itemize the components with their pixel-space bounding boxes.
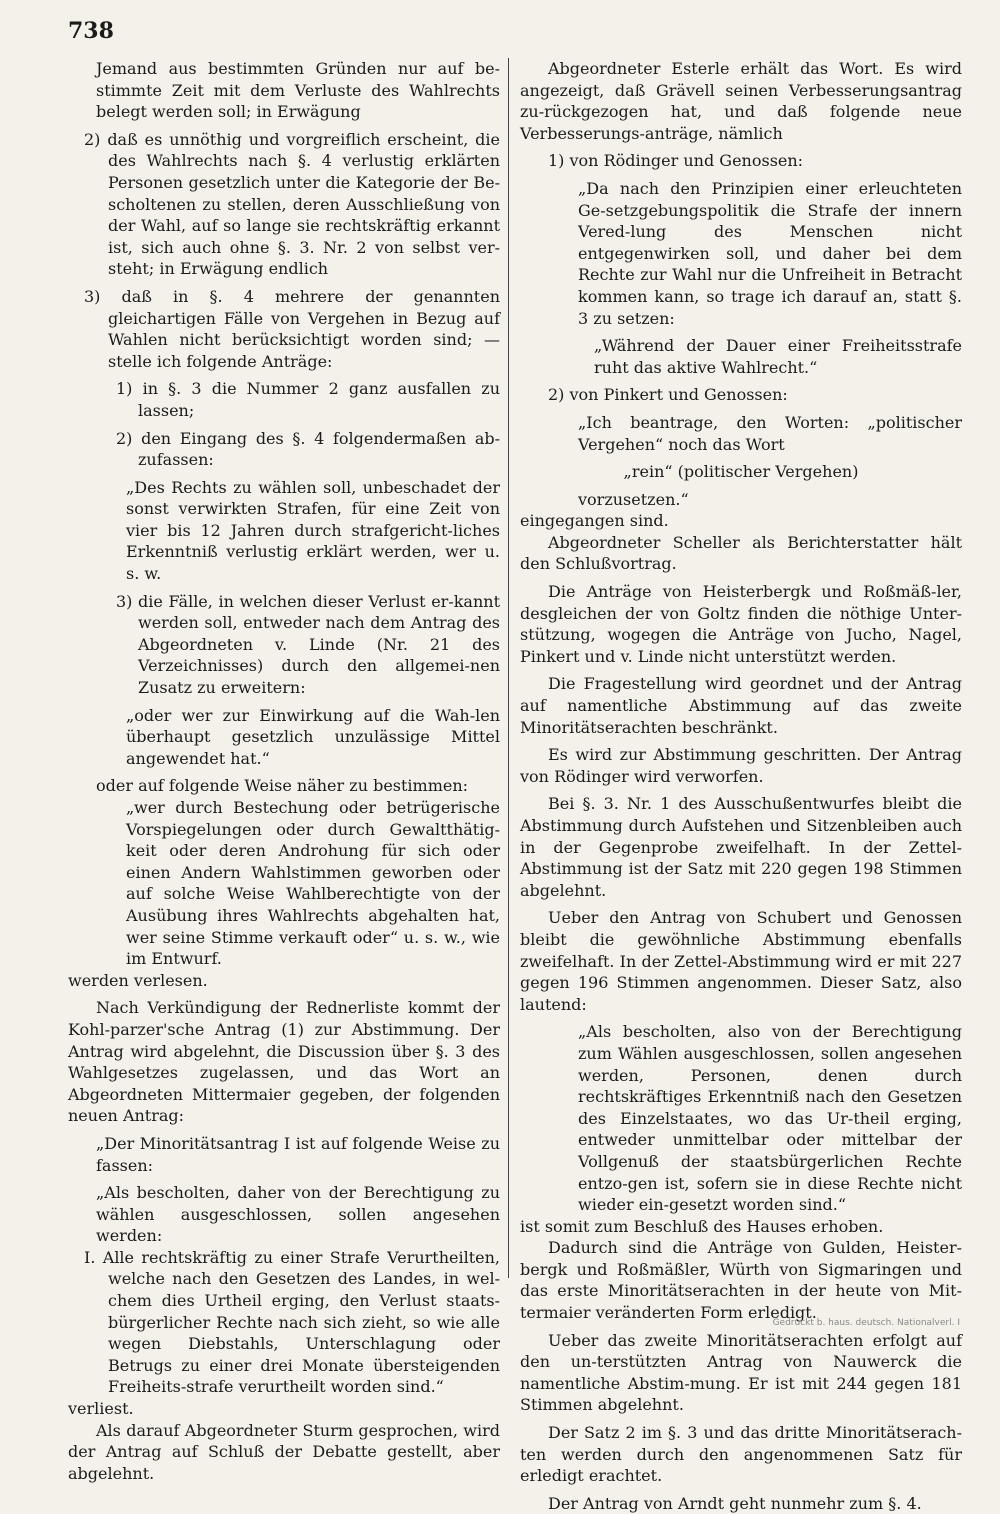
right-paragraph: „rein“ (politischer Vergehen)	[623, 462, 859, 482]
left-paragraph: 3) daß in §. 4 mehrere der genannten gleichartigen Fälle von Vergehen in Bezug auf Wahlen nicht berücksichtigt worden sind; — stelle ich folgende Anträge:	[84, 286, 500, 371]
right-paragraph: ist somit zum Beschluß des Hauses erhoben.	[520, 1216, 884, 1236]
right-paragraph: eingegangen sind.	[520, 511, 669, 531]
right-paragraph: vorzusetzen.“	[578, 489, 689, 509]
right-paragraph: Abgeordneter Scheller als Berichterstatter hält den Schlußvortrag.	[520, 532, 962, 574]
right-paragraph: Die Anträge von Heisterbergk und Roßmäß-ler, desgleichen der von Goltz finden die nöthige Unter-stützung, wogegen die Anträge von Jucho, Nagel, Pinkert und v. Linde nicht unterstützt werden.	[520, 582, 962, 666]
left-paragraph: verliest.	[68, 1399, 134, 1419]
left-paragraph: werden verlesen.	[68, 970, 208, 990]
left-paragraph: „Der Minoritätsantrag I ist auf folgende Weise zu fassen:	[96, 1133, 500, 1175]
right-paragraph: „Als bescholten, also von der Berechtigung zum Wählen ausgeschlossen, sollen angesehen werden, Personen, denen durch rechtskräftiges Erkenntniß nach den Gesetzen des Einzelstaates, wo das Ur-theil erging, entweder unmittelbar oder mittelbar der Vollgenuß der staatsbürgerlichen Rechte entzo-gen ist, sofern sie in diese Rechte nicht wieder ein-gesetzt worden sind.“	[578, 1022, 962, 1215]
right-paragraph: Dadurch sind die Anträge von Gulden, Heister-bergk und Roßmäßler, Würth von Sigmaringen und das erste Minoritätserachten in der heute von Mit-termaier veränderten Form erledigt.	[520, 1238, 962, 1323]
left-paragraph: 2) den Eingang des §. 4 folgendermaßen ab-zufassen:	[116, 428, 500, 470]
right-paragraph: Bei §. 3. Nr. 1 des Ausschußentwurfes bleibt die Abstimmung durch Aufstehen und Sitzenbleiben auch in der Gegenprobe zweifelhaft. In der Zettel-Abstimmung ist der Satz mit 220 gegen 198 Stimmen abgelehnt.	[520, 794, 962, 900]
column-divider	[508, 58, 509, 1278]
left-paragraph: Als darauf Abgeordneter Sturm gesprochen, wird der Antrag auf Schluß der Debatte gestellt, aber abgelehnt.	[68, 1420, 500, 1483]
right-paragraph: Abgeordneter Esterle erhält das Wort. Es wird angezeigt, daß Grävell seinen Verbesserungsantrag zu-rückgezogen hat, und daß folgende neue Verbesserungs-anträge, nämlich	[520, 59, 962, 143]
right-column	[520, 58, 962, 1514]
left-paragraph: I. Alle rechtskräftig zu einer Strafe Verurtheilten, welche nach den Gesetzen des Landes, in wel-chem dies Urtheil erging, den Verlust staats-bürgerlicher Rechte nach sich zieht, so wie alle wegen Diebstahls, Unterschlagung oder Betrugs zu einer drei Monate übersteigenden Freiheits-strafe verurtheilt worden sind.“	[84, 1247, 500, 1397]
right-paragraph: Die Fragestellung wird geordnet und der Antrag auf namentliche Abstimmung auf das zweite Minoritätserachten beschränkt.	[520, 674, 962, 737]
left-paragraph: oder auf folgende Weise näher zu bestimmen:	[96, 776, 469, 796]
right-paragraph: 2) von Pinkert und Genossen:	[548, 385, 788, 405]
right-paragraph: Es wird zur Abstimmung geschritten. Der Antrag von Rödinger wird verworfen.	[520, 745, 962, 786]
left-paragraph: 2) daß es unnöthig und vorgreiflich erscheint, die des Wahlrechts nach §. 4 verlustig erklärten Personen gesetzlich unter die Kategorie der Be-scholtenen zu stellen, deren Ausschließung von der Wahl, auf so lange sie rechtskräftig erkannt ist, sich auch ohne §. 3. Nr. 2 von selbst ver-steht; in Erwägung endlich	[84, 129, 500, 279]
left-paragraph: „Als bescholten, daher von der Berechtigung zu wählen ausgeschlossen, sollen angesehen werden:	[96, 1183, 500, 1246]
left-paragraph: 3) die Fälle, in welchen dieser Verlust er-kannt werden soll, entweder nach dem Antrag des Abgeordneten v. Linde (Nr. 21 des Verzeichnisses) durch den allgemei-nen Zusatz zu erweitern:	[116, 591, 500, 698]
printer-imprint: Gedruckt b. haus. deutsch. Nationalverl. I	[772, 1318, 960, 1328]
left-column	[68, 58, 500, 1484]
left-paragraph: 1) in §. 3 die Nummer 2 ganz ausfallen zu lassen;	[116, 379, 500, 420]
left-paragraph: Nach Verkündigung der Rednerliste kommt der Kohl-parzer'sche Antrag (1) zur Abstimmung. Der Antrag wird abgelehnt, die Discussion über §. 3 des Wahlgesetzes zugelassen, und das Wort an Abgeordneten Mittermaier gegeben, der folgenden neuen Antrag:	[68, 998, 500, 1126]
right-paragraph: Der Antrag von Arndt geht nunmehr zum §. 4.	[548, 1493, 922, 1513]
right-paragraph: Ueber den Antrag von Schubert und Genossen bleibt die gewöhnliche Abstimmung ebenfalls zweifelhaft. In der Zettel-Abstimmung wird er mit 227 gegen 196 Stimmen angenommen. Dieser Satz, also lautend:	[520, 908, 962, 1014]
right-paragraph: Ueber das zweite Minoritätserachten erfolgt auf den un-terstützten Antrag von Nauwerck die namentliche Abstim-mung. Er ist mit 244 gegen 181 Stimmen abgelehnt.	[520, 1330, 962, 1415]
right-paragraph: 1) von Rödinger und Genossen:	[548, 151, 804, 171]
right-paragraph: „Ich beantrage, den Worten: „politischer Vergehen“ noch das Wort	[578, 412, 962, 454]
right-paragraph: „Da nach den Prinzipien einer erleuchteten Ge-setzgebungspolitik die Strafe der innern Vered-lung des Menschen nicht entgegenwirken soll, und daher bei dem Rechte zur Wahl nur die Unfreiheit in Betracht kommen kann, so trage ich darauf an, statt §. 3 zu setzen:	[578, 178, 962, 328]
right-paragraph: „Während der Dauer einer Freiheitsstrafe ruht das aktive Wahlrecht.“	[594, 336, 962, 377]
right-paragraph: Der Satz 2 im §. 3 und das dritte Minoritätserach-ten werden durch den angenommenen Satz für erledigt erachtet.	[520, 1423, 962, 1486]
page-number: 738	[68, 18, 114, 44]
left-paragraph: „oder wer zur Einwirkung auf die Wah-len überhaupt gesetzlich unzulässige Mittel angewendet hat.“	[126, 705, 500, 768]
left-paragraph: „Des Rechts zu wählen soll, unbeschadet der sonst verwirkten Strafen, für eine Zeit von vier bis 12 Jahren durch strafgericht-liches Erkenntniß verlustig erklärt werden, wer u. s. w.	[126, 477, 500, 584]
left-paragraph: Jemand aus bestimmten Gründen nur auf be-stimmte Zeit mit dem Verluste des Wahlrechts belegt werden soll; in Erwägung	[96, 59, 500, 122]
left-paragraph: „wer durch Bestechung oder betrügerische Vorspiegelungen oder durch Gewaltthätig-keit oder deren Androhung für sich oder einen Andern Wahlstimmen geworben oder auf solche Weise Wahlberechtigte von der Ausübung ihres Wahlrechts abgehalten hat, wer seine Stimme verkauft oder“ u. s. w., wie im Entwurf.	[126, 798, 500, 969]
